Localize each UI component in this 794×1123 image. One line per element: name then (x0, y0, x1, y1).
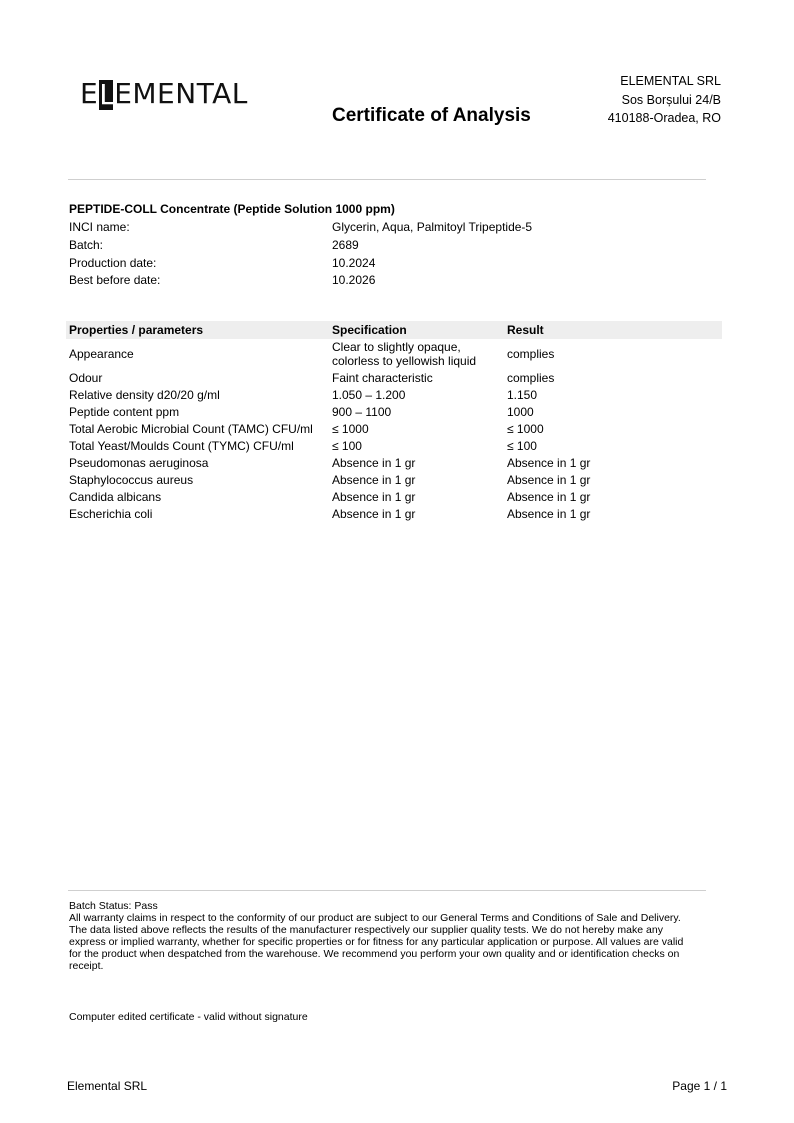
info-value: 2689 (332, 238, 359, 252)
computer-edited-note: Computer edited certificate - valid without signature (69, 1011, 308, 1023)
cell-result: 1000 (507, 405, 534, 419)
cell-specification: Clear to slightly opaque, (332, 340, 461, 354)
logo-boxed-letter: L (99, 78, 116, 111)
table-row (69, 340, 719, 368)
cell-result: ≤ 100 (507, 439, 537, 453)
disclaimer-line: for the product when despatched from the warehouse. We recommend you perform your own quality and or identification checks on (69, 948, 680, 960)
cell-parameter: Total Aerobic Microbial Count (TAMC) CFU/ml (69, 422, 313, 436)
cell-parameter: Pseudomonas aeruginosa (69, 456, 209, 470)
cell-parameter: Staphylococcus aureus (69, 473, 194, 487)
info-value: 10.2024 (332, 256, 376, 270)
company-name: ELEMENTAL SRL (620, 74, 721, 88)
company-address (608, 72, 721, 128)
table-row (69, 456, 719, 472)
info-label: INCI name: (69, 220, 130, 234)
footer-company: Elemental SRL (67, 1079, 148, 1093)
table-row (69, 388, 719, 404)
cell-parameter: Peptide content ppm (69, 405, 180, 419)
cell-specification: Absence in 1 gr (332, 473, 416, 487)
column-header-parameter: Properties / parameters (69, 323, 204, 337)
cell-result: Absence in 1 gr (507, 456, 591, 470)
table-row (69, 507, 719, 523)
logo-suffix: EMENTAL (114, 77, 248, 110)
cell-result: Absence in 1 gr (507, 490, 591, 504)
info-label: Best before date: (69, 273, 161, 287)
table-row (69, 439, 719, 455)
cell-specification: ≤ 100 (332, 439, 362, 453)
cell-result: ≤ 1000 (507, 422, 544, 436)
cell-result: complies (507, 347, 555, 361)
cell-specification: ≤ 1000 (332, 422, 369, 436)
disclaimer-line: express or implied warranty, whether for specific properties or for fitness for any particular application or purpose. All values are valid (69, 936, 684, 948)
footer-divider (68, 890, 706, 891)
cell-specification: Absence in 1 gr (332, 507, 416, 521)
table-row (69, 405, 719, 421)
column-header-specification: Specification (332, 323, 407, 337)
disclaimer-block (69, 900, 719, 972)
info-value: 10.2026 (332, 273, 376, 287)
cell-parameter: Relative density d20/20 g/ml (69, 388, 220, 402)
disclaimer-line: receipt. (69, 960, 104, 972)
info-row-best-before (69, 273, 669, 291)
cell-parameter: Escherichia coli (69, 507, 153, 521)
cell-result: Absence in 1 gr (507, 507, 591, 521)
product-title: PEPTIDE-COLL Concentrate (Peptide Solution 1000 ppm) (69, 202, 395, 216)
cell-specification: 1.050 – 1.200 (332, 388, 406, 402)
page-number: Page 1 / 1 (672, 1079, 727, 1093)
table-row (69, 473, 719, 489)
cell-specification: Faint characteristic (332, 371, 433, 385)
info-row-batch (69, 238, 669, 256)
cell-specification-line2: colorless to yellowish liquid (332, 354, 477, 368)
info-row-production-date (69, 256, 669, 274)
company-street: Sos Borșului 24/B (621, 92, 721, 107)
cell-specification: 900 – 1100 (332, 405, 392, 419)
table-row (69, 371, 719, 387)
document-title: Certificate of Analysis (332, 105, 531, 126)
table-row (69, 422, 719, 438)
cell-parameter: Odour (69, 371, 103, 385)
cell-specification: Absence in 1 gr (332, 490, 416, 504)
cell-parameter: Appearance (69, 347, 134, 361)
cell-parameter: Total Yeast/Moulds Count (TYMC) CFU/ml (69, 439, 294, 453)
cell-result: 1.150 (507, 388, 538, 402)
info-row-inci (69, 220, 669, 238)
info-value: Glycerin, Aqua, Palmitoyl Tripeptide-5 (332, 220, 533, 234)
disclaimer-line: All warranty claims in respect to the conformity of our product are subject to our General Terms and Conditions of Sale and Delivery. (69, 912, 681, 924)
logo-letter-e: E (80, 77, 99, 110)
cell-parameter: Candida albicans (69, 490, 162, 504)
table-header (66, 321, 722, 339)
cell-result: complies (507, 371, 555, 385)
company-city: 410188-Oradea, RO (607, 111, 721, 125)
table-row (69, 490, 719, 506)
column-header-result: Result (507, 323, 544, 337)
cell-specification: Absence in 1 gr (332, 456, 416, 470)
info-label: Production date: (69, 256, 157, 270)
cell-result: Absence in 1 gr (507, 473, 591, 487)
header-divider (68, 179, 706, 180)
info-label: Batch: (69, 238, 104, 252)
company-logo (80, 74, 248, 114)
disclaimer-line: The data listed above reflects the results of the manufacturer respectively our supplier quality tests. We do not hereby make any (69, 924, 663, 936)
batch-status: Batch Status: Pass (69, 900, 158, 912)
